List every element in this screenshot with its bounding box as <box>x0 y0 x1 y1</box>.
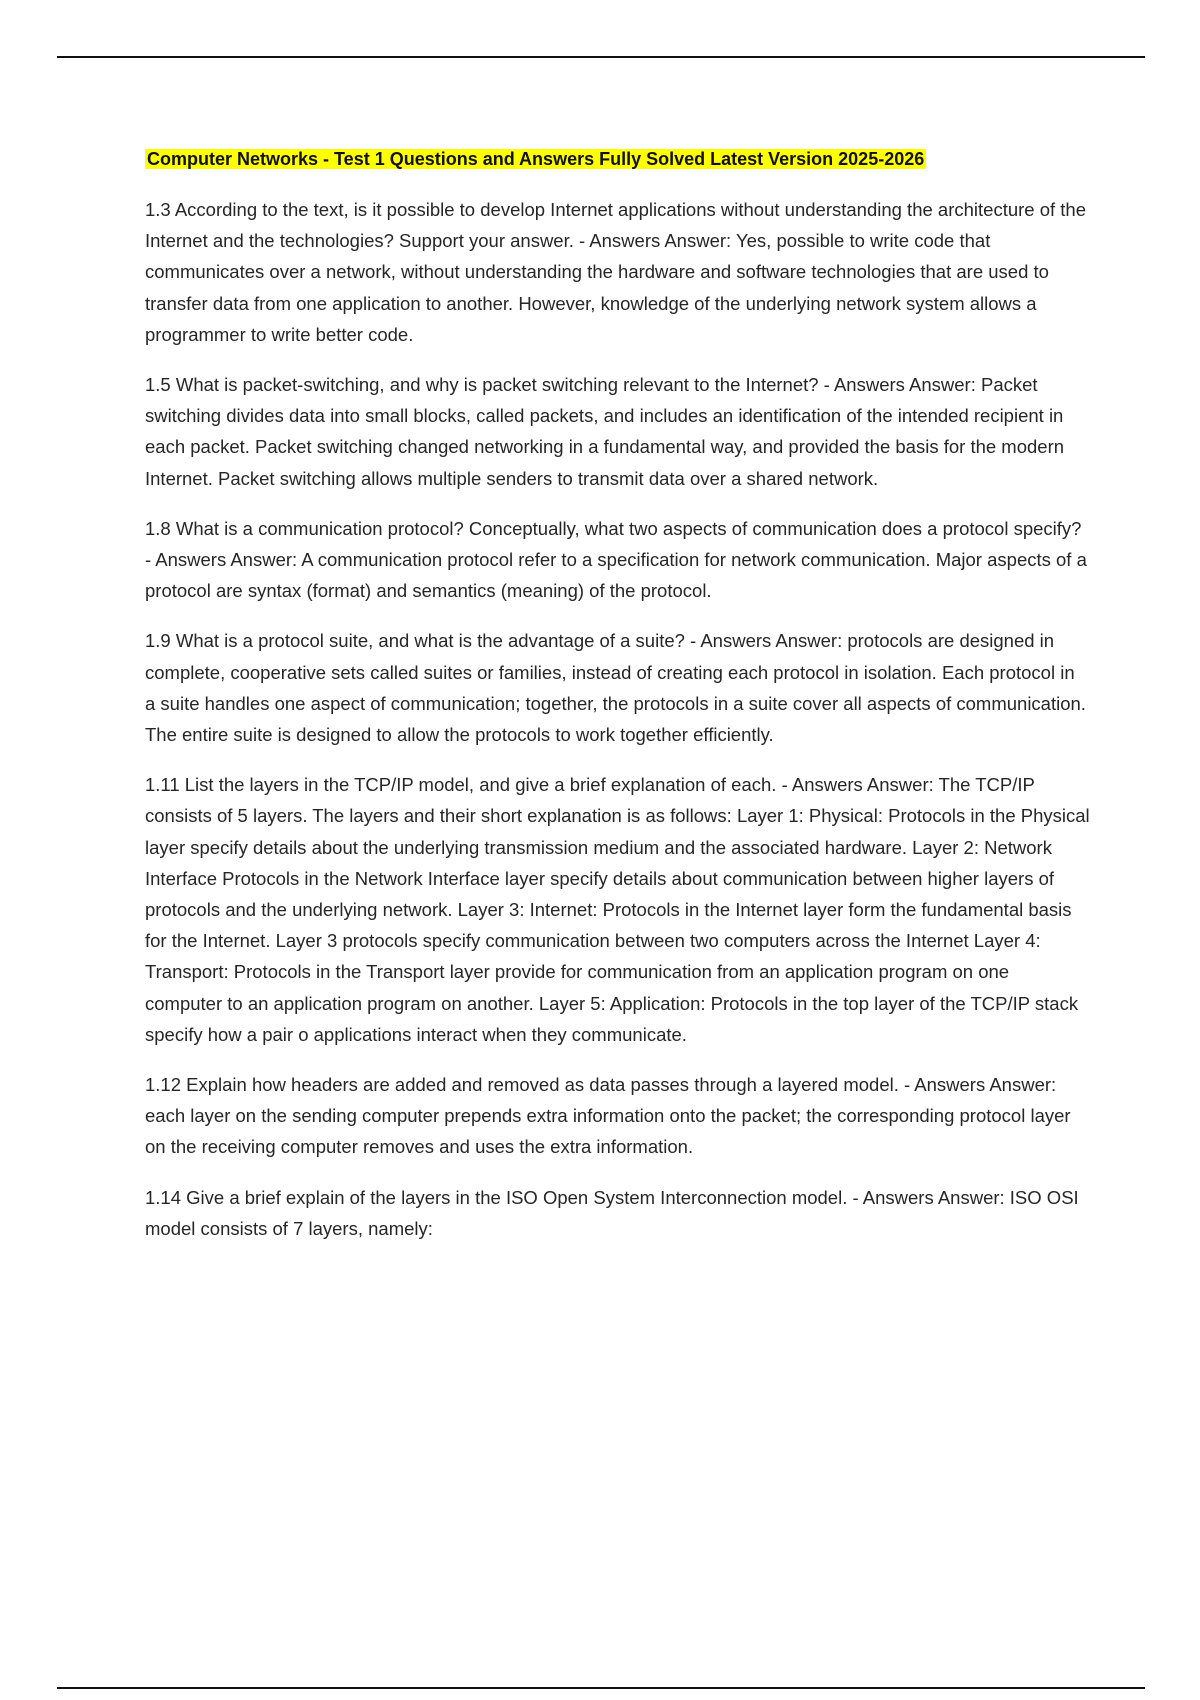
qa-entry-1-9: 1.9 What is a protocol suite, and what is the advantage of a suite? - Answers Answer: protocols are designed in complete, cooperative sets called suites or families, instead of creating each protocol in isolation. Each protocol in a suite handles one aspect of communication; together, the protocols in a suite cover all aspects of communication. The entire suite is designed to allow the protocols to work together efficiently. <box>145 630 1086 746</box>
title-block <box>145 144 1090 176</box>
qa-entry-1-5: 1.5 What is packet-switching, and why is packet switching relevant to the Internet? - Answers Answer: Packet switching divides data into small blocks, called packets, and includes an identification of the intended recipient in each packet. Packet switching changed networking in a fundamental way, and provided the basis for the modern Internet. Packet switching allows multiple senders to transmit data over a shared network. <box>145 374 1065 489</box>
qa-entry-1-3: 1.3 According to the text, is it possible to develop Internet applications without understanding the architecture of the Internet and the technologies? Support your answer. - Answers Answer: Yes, possible to write code that communicates over a network, without understanding the hardware and software technologies that are used to transfer data from one application to another. However, knowledge of the underlying network system allows a programmer to write better code. <box>145 199 1086 345</box>
document-title: Computer Networks - Test 1 Questions and Answers Fully Solved Latest Version 2025-2026 <box>147 149 925 169</box>
header-rule <box>57 56 1145 58</box>
qa-entry-1-12: 1.12 Explain how headers are added and removed as data passes through a layered model. - Answers Answer: each layer on the sending computer prepends extra information onto the packet; the corresponding protocol layer on the receiving computer removes and uses the extra information. <box>145 1074 1071 1158</box>
qa-entry-1-11: 1.11 List the layers in the TCP/IP model, and give a brief explanation of each. - Answers Answer: The TCP/IP consists of 5 layers. The layers and their short explanation is as follows: Layer 1: Physical: Protocols in the Physical layer specify details about the underlying transmission medium and the associated hardware. Layer 2: Network Interface Protocols in the Network Interface layer specify details about communication between higher layers of protocols and the underlying network. Layer 3: Internet: Protocols in the Internet layer form the fundamental basis for the Internet. Layer 3 protocols specify communication between two computers across the Internet Layer 4: Transport: Protocols in the Transport layer provide for communication from an application program on one computer to an application program on another. Layer 5: Application: Protocols in the top layer of the TCP/IP stack specify how a pair o applications interact when they communicate. <box>145 774 1090 1045</box>
qa-entry-1-14: 1.14 Give a brief explain of the layers in the ISO Open System Interconnection model. - Answers Answer: ISO OSI model consists of 7 layers, namely: <box>145 1186 1079 1239</box>
document-body <box>145 144 1090 1263</box>
footer-rule <box>57 1687 1145 1689</box>
qa-entry-1-8: 1.8 What is a communication protocol? Conceptually, what two aspects of communication does a protocol specify? - Answers Answer: A communication protocol refer to a specification for network communication. Major aspects of a protocol are syntax (format) and semantics (meaning) of the protocol. <box>145 517 1087 602</box>
